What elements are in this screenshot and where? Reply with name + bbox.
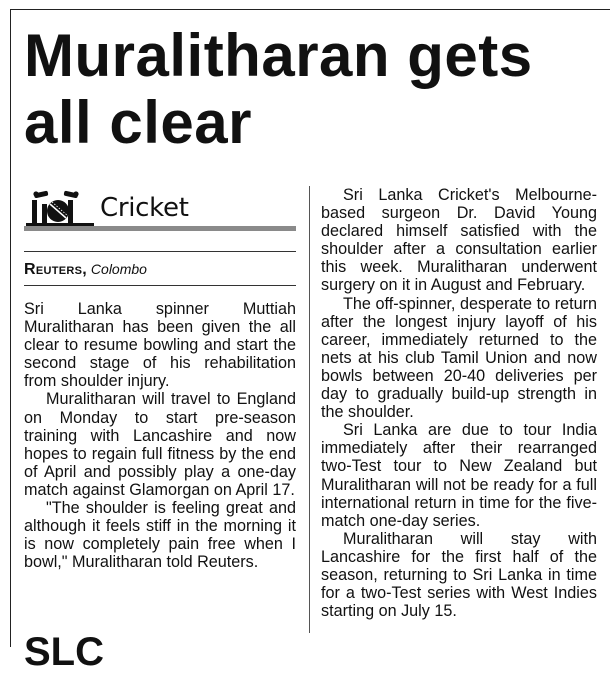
article-right-column xyxy=(321,186,597,620)
next-article-headline: SLC xyxy=(24,630,104,674)
left-column-body xyxy=(24,300,296,571)
paragraph: Sri Lanka Cricket's Melbourne-based surgeon Dr. David Young declared himself satisfied with the shoulder after a consultation earlier this week. Muralitharan underwent surgery on it in August and February. xyxy=(321,186,597,295)
byline-rule-bottom xyxy=(24,285,296,286)
cricket-stumps-ball-icon xyxy=(24,186,98,226)
byline-place: Colombo xyxy=(90,261,147,277)
page-left-rule xyxy=(10,9,11,647)
page-top-rule xyxy=(10,9,610,10)
byline xyxy=(24,260,296,279)
column-divider xyxy=(309,186,310,633)
paragraph: Sri Lanka spinner Muttiah Muralitharan has been given the all clear to resume bowling and start the second stage of his rehabilitation from shoulder injury. xyxy=(24,300,296,391)
paragraph: Muralitharan will stay with Lancashire for the first half of the season, returning to Sri Lanka in time for a two-Test series with West Indies starting on July 15. xyxy=(321,529,597,621)
paragraph: Muralitharan will travel to England on Monday to start pre-season training with Lancashire and now hopes to regain full fitness by the end of April and possibly play a one-day match against Glamorgan on April 17. xyxy=(24,390,296,499)
paragraph: Sri Lanka are due to tour India immediately after their rearranged two-Test tour to New Zealand but Muralitharan will not be ready for a full international return in time for the five-match one-day series. xyxy=(321,421,597,530)
section-bar xyxy=(24,226,296,231)
article-left-column xyxy=(24,184,296,571)
paragraph: The off-spinner, desperate to return after the longest injury layoff of his career, immediately returned to the nets at his club Tamil Union and now bowls between 20-40 deliveries per day to gradually build-up strength in the shoulder. xyxy=(321,294,597,422)
section-label: Cricket xyxy=(100,193,189,223)
paragraph: "The shoulder is feeling great and although it feels stiff in the morning it is now completely pain free when I bowl," Muralitharan told Reuters. xyxy=(24,499,296,572)
section-header xyxy=(24,184,296,226)
byline-agency: Reuters, xyxy=(24,261,88,278)
article-headline: Muralitharan gets all clear xyxy=(24,22,533,156)
byline-rule-top xyxy=(24,251,296,252)
